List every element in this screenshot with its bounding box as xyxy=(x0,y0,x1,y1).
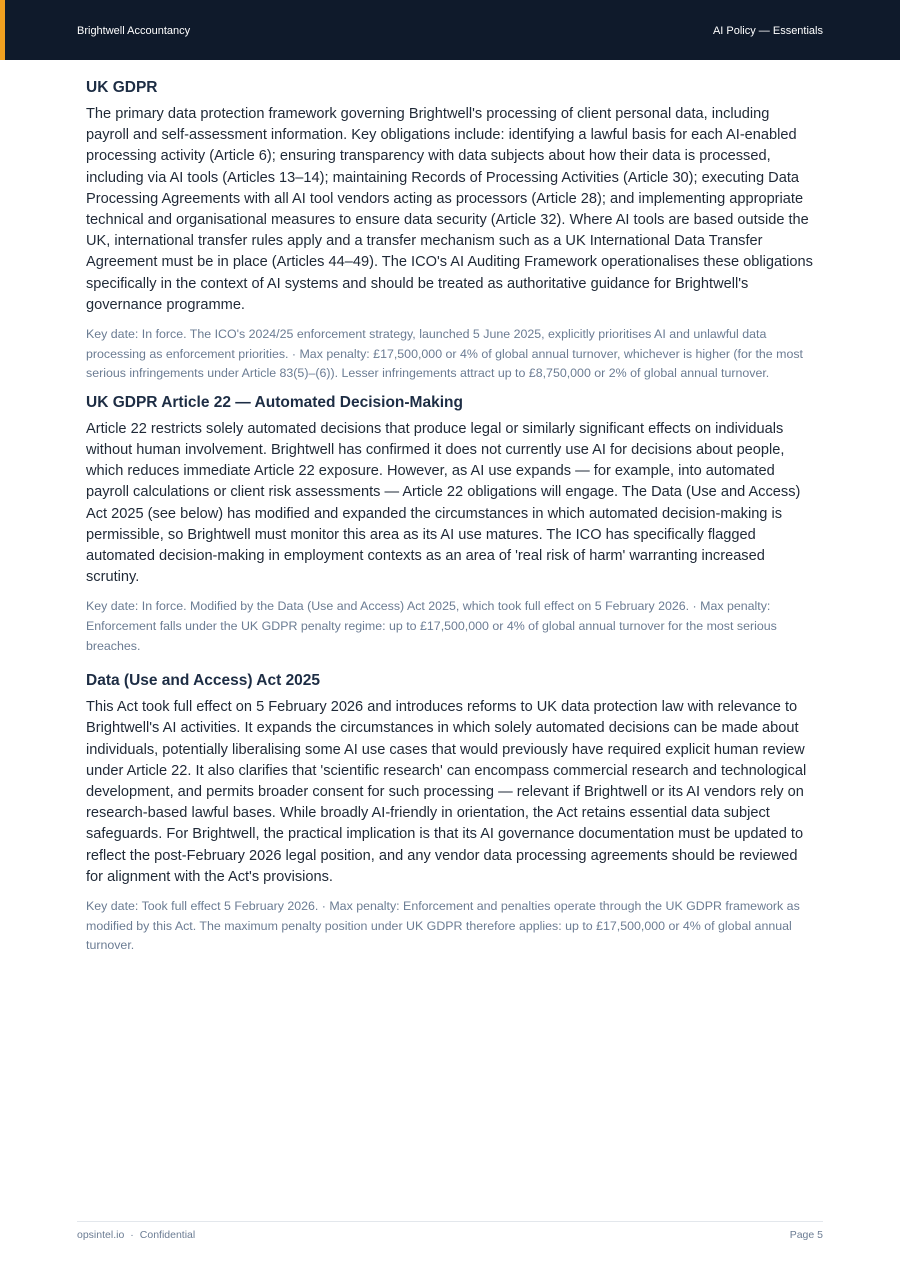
section-data-use-access-act xyxy=(86,671,816,956)
section-title: UK GDPR xyxy=(86,79,158,96)
footer-site: opsintel.io xyxy=(77,1229,125,1241)
footer-separator: · xyxy=(130,1229,134,1241)
header-document-title: AI Policy — Essentials xyxy=(712,25,823,37)
section-key-facts: Key date: Took full effect 5 February 2026. · Max penalty: Enforcement and penalties operate through the UK GDPR framework as modified by this Act. The maximum penalty position under UK GDPR therefore applies: up to £17,500,000 or 4% of global annual turnover. xyxy=(86,899,800,953)
section-body: The primary data protection framework governing Brightwell's processing of client personal data, including payroll and self-assessment information. Key obligations include: identifying a lawful basis for each AI-enabled processing activity (Article 6); ensuring transparency with data subjects about how their data is processed, including via AI tools (Articles 13–14); maintaining Records of Processing Activities (Article 30); executing Data Processing Agreements with all AI tool vendors acting as processors (Article 28); and implementing appropriate technical and organisational measures to ensure data security (Article 32). Where AI tools are based outside the UK, international transfer rules apply and a transfer mechanism such as a UK International Data Transfer Agreement must be in place (Articles 44–49). The ICO's AI Auditing Framework operationalises these obligations specifically in the context of AI systems and should be treated as authoritative guidance for Brightwell's governance programme. xyxy=(86,106,813,313)
main-content xyxy=(86,78,816,956)
section-body: This Act took full effect on 5 February 2026 and introduces reforms to UK data protection law with relevance to Brightwell's AI activities. It expands the circumstances in which solely automated decisions can be made about individuals, potentially liberalising some AI use cases that would previously have required explicit human review under Article 22. It also clarifies that 'scientific research' can encompass commercial research and technological development, and permits broader consent for such processing — relevant if Brightwell or its AI vendors rely on research-based lawful bases. While broadly AI-friendly in orientation, the Act retains essential data subject safeguards. For Brightwell, the practical implication is that its AI governance documentation must be updated to reflect the post-February 2026 legal position, and any vendor data processing agreements should be reviewed for alignment with the Act's provisions. xyxy=(86,699,807,885)
header-accent-stripe xyxy=(0,0,5,60)
section-article-22 xyxy=(86,393,816,656)
page-header xyxy=(0,0,900,60)
section-key-facts: Key date: In force. The ICO's 2024/25 enforcement strategy, launched 5 June 2025, explicitly prioritises AI and unlawful data processing as enforcement priorities. · Max penalty: £17,500,000 or 4% of global annual turnover, whichever is higher (for the most serious infringements under Article 83(5)–(6)). Lesser infringements attract up to £8,750,000 or 2% of global annual turnover. xyxy=(86,327,803,381)
section-body: Article 22 restricts solely automated decisions that produce legal or similarly significant effects on individuals without human involvement. Brightwell has confirmed it does not currently use AI for decisions about people, which reduces immediate Article 22 exposure. However, as AI use expands — for example, into automated payroll calculations or client risk assessments — Article 22 obligations will engage. The Data (Use and Access) Act 2025 (see below) has modified and expanded the circumstances in which automated decision-making is permissible, so Brightwell must monitor this area as its AI use matures. The ICO has specifically flagged automated decision-making in employment contexts as an area of 'real risk of harm' warranting increased scrutiny. xyxy=(86,420,801,586)
section-uk-gdpr xyxy=(86,78,816,384)
header-brand: Brightwell Accountancy xyxy=(77,25,191,37)
footer-classification: Confidential xyxy=(139,1229,196,1241)
footer-page-number: Page 5 xyxy=(789,1229,823,1241)
footer-divider xyxy=(77,1221,823,1222)
section-key-facts: Key date: In force. Modified by the Data (Use and Access) Act 2025, which took full effect on 5 February 2026. · Max penalty: Enforcement falls under the UK GDPR penalty regime: up to £17,500,000 or 4% of global annual turnover for the most serious breaches. xyxy=(86,599,777,653)
footer-left xyxy=(77,1228,195,1242)
section-title: UK GDPR Article 22 — Automated Decision-Making xyxy=(86,393,463,411)
section-title: Data (Use and Access) Act 2025 xyxy=(86,672,321,690)
